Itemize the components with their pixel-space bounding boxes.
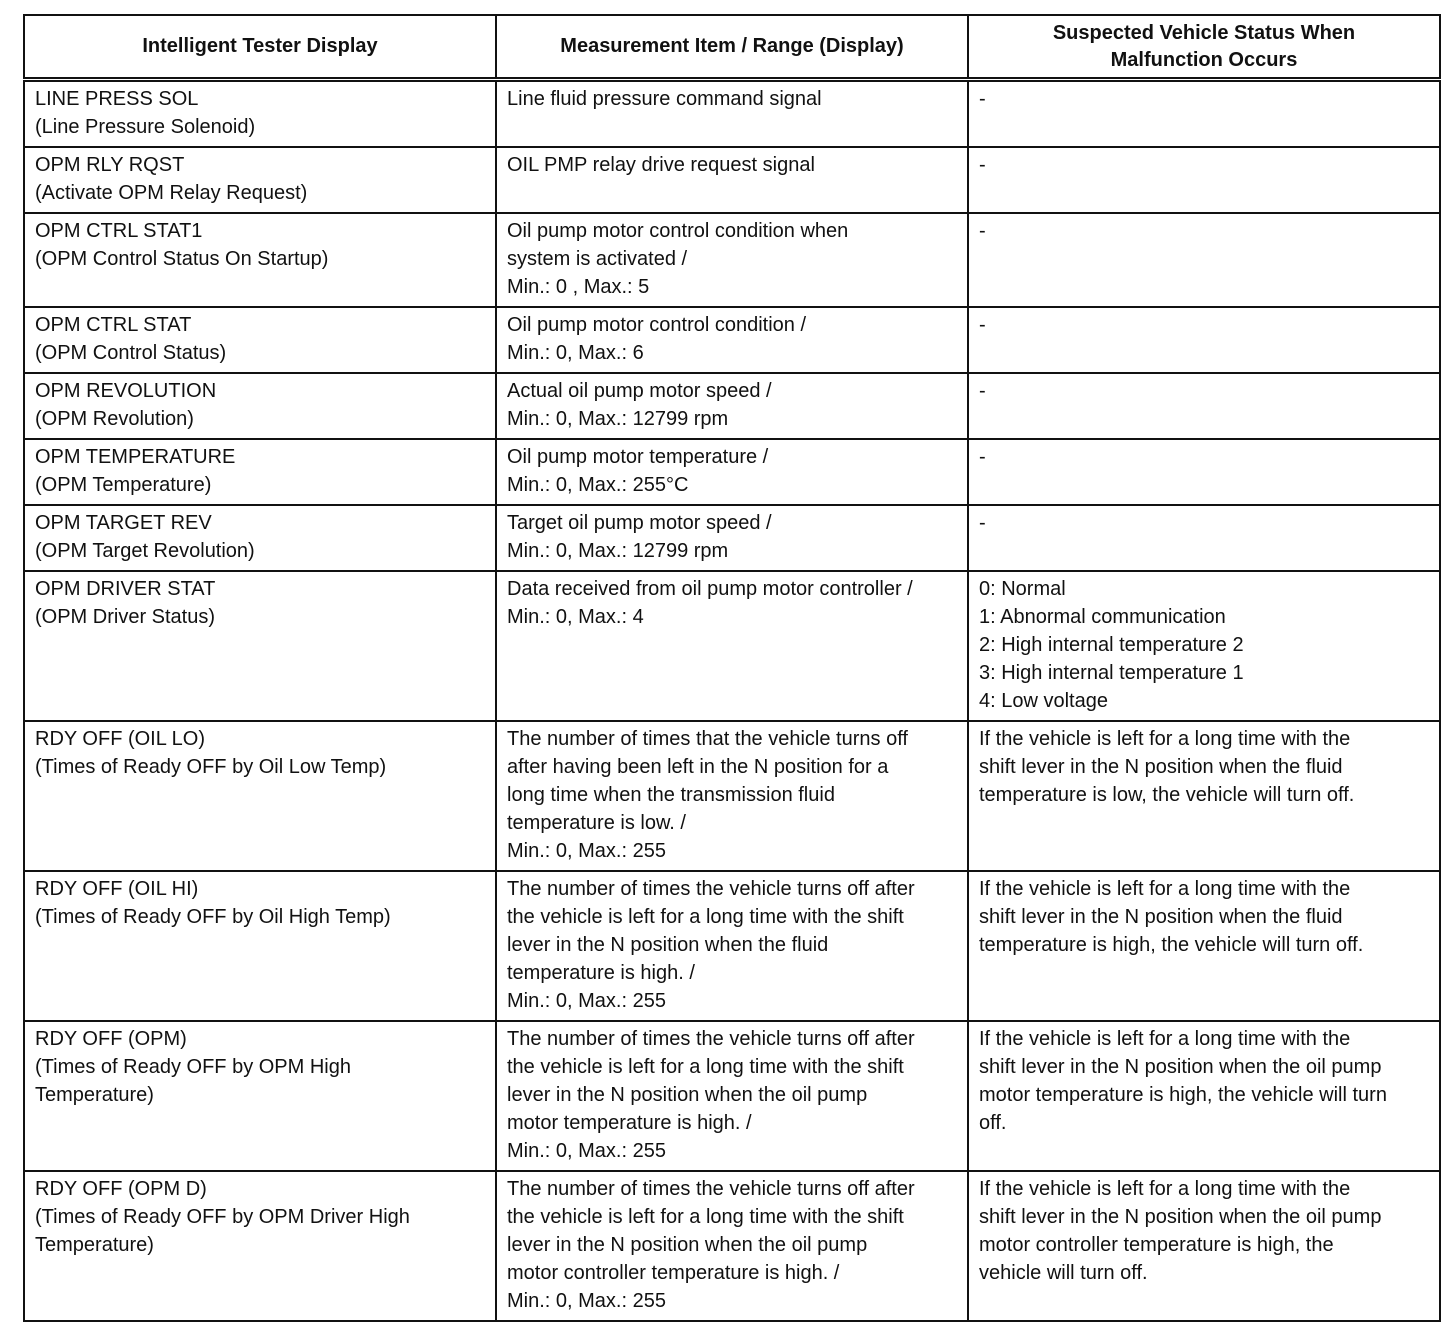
measurement-cell xyxy=(496,721,968,871)
table-row xyxy=(24,505,1440,571)
vehicle-status-cell xyxy=(968,505,1440,571)
vehicle-status-cell xyxy=(968,307,1440,373)
measurement-cell xyxy=(496,571,968,721)
cell-text-line: OPM RLY RQST xyxy=(35,154,185,176)
cell-text-line: The number of times the vehicle turns off after xyxy=(507,878,915,900)
vehicle-status-cell xyxy=(968,213,1440,307)
tester-display-cell xyxy=(24,307,496,373)
cell-text-line: - xyxy=(979,314,986,336)
table-row xyxy=(24,1171,1440,1321)
vehicle-status-cell xyxy=(968,80,1440,148)
cell-text-line: temperature is low. / xyxy=(507,812,686,834)
cell-text-line: If the vehicle is left for a long time with the xyxy=(979,878,1351,900)
measurement-cell xyxy=(496,373,968,439)
cell-text-line: - xyxy=(979,88,986,110)
cell-text-line: lever in the N position when the oil pump xyxy=(507,1084,868,1106)
header-text: Intelligent Tester Display xyxy=(142,35,378,57)
vehicle-status-cell xyxy=(968,871,1440,1021)
vehicle-status-cell xyxy=(968,1021,1440,1171)
vehicle-status-cell xyxy=(968,1171,1440,1321)
cell-text-line: lever in the N position when the oil pump xyxy=(507,1234,868,1256)
cell-text-line: shift lever in the N position when the fluid xyxy=(979,756,1343,778)
cell-text-line: Oil pump motor temperature / xyxy=(507,446,769,468)
cell-text-line: Min.: 0, Max.: 255 xyxy=(507,1290,666,1312)
cell-text-line: RDY OFF (OIL LO) xyxy=(35,728,206,750)
cell-text-line: (Times of Ready OFF by Oil Low Temp) xyxy=(35,756,387,778)
header-row xyxy=(24,15,1440,80)
cell-text-line: Actual oil pump motor speed / xyxy=(507,380,772,402)
cell-text-line: the vehicle is left for a long time with the shift xyxy=(507,1056,904,1078)
header-text: Suspected Vehicle Status When xyxy=(1052,21,1356,44)
measurement-cell xyxy=(496,439,968,505)
tester-display-cell xyxy=(24,147,496,213)
tester-display-cell xyxy=(24,571,496,721)
table-row xyxy=(24,571,1440,721)
cell-text-line: shift lever in the N position when the oil pump xyxy=(979,1206,1382,1228)
cell-text-line: OPM CTRL STAT1 xyxy=(35,220,203,242)
cell-text-line: If the vehicle is left for a long time with the xyxy=(979,1028,1351,1050)
table-row xyxy=(24,307,1440,373)
cell-text-line: If the vehicle is left for a long time with the xyxy=(979,728,1351,750)
cell-text-line: system is activated / xyxy=(507,248,688,270)
tester-display-cell xyxy=(24,1021,496,1171)
cell-text-line: (Times of Ready OFF by OPM Driver High xyxy=(35,1206,410,1228)
table-row xyxy=(24,871,1440,1021)
cell-text-line: (OPM Revolution) xyxy=(35,408,194,430)
cell-text-line: (Times of Ready OFF by Oil High Temp) xyxy=(35,906,391,928)
table-row xyxy=(24,1021,1440,1171)
tester-display-cell xyxy=(24,439,496,505)
cell-text-line: OPM CTRL STAT xyxy=(35,314,192,336)
cell-text-line: off. xyxy=(979,1112,1007,1134)
cell-text-line: Temperature) xyxy=(35,1234,154,1256)
cell-text-line: OPM TARGET REV xyxy=(35,512,212,534)
cell-text-line: - xyxy=(979,154,986,176)
table-header xyxy=(24,15,1440,80)
vehicle-status-cell xyxy=(968,147,1440,213)
cell-text-line: RDY OFF (OPM) xyxy=(35,1028,187,1050)
cell-text-line: Min.: 0, Max.: 255°C xyxy=(507,474,689,496)
cell-text-line: temperature is high. / xyxy=(507,962,695,984)
measurement-cell xyxy=(496,871,968,1021)
cell-text-line: LINE PRESS SOL xyxy=(35,88,199,110)
cell-text-line: (OPM Driver Status) xyxy=(35,606,216,628)
measurement-cell xyxy=(496,80,968,148)
cell-text-line: Min.: 0, Max.: 255 xyxy=(507,840,666,862)
cell-text-line: (Times of Ready OFF by OPM High xyxy=(35,1056,351,1078)
cell-text-line: 3: High internal temperature 1 xyxy=(979,662,1244,684)
cell-text-line: The number of times the vehicle turns off after xyxy=(507,1178,915,1200)
cell-text-line: - xyxy=(979,512,986,534)
cell-text-line: the vehicle is left for a long time with the shift xyxy=(507,1206,904,1228)
cell-text-line: RDY OFF (OPM D) xyxy=(35,1178,207,1200)
header-measurement-item xyxy=(496,15,968,80)
cell-text-line: The number of times that the vehicle turns off xyxy=(507,728,908,750)
cell-text-line: Min.: 0, Max.: 12799 rpm xyxy=(507,540,729,562)
cell-text-line: Min.: 0, Max.: 12799 rpm xyxy=(507,408,729,430)
measurement-cell xyxy=(496,505,968,571)
vehicle-status-cell xyxy=(968,721,1440,871)
cell-text-line: - xyxy=(979,446,986,468)
cell-text-line: shift lever in the N position when the fluid xyxy=(979,906,1343,928)
table-row xyxy=(24,80,1440,148)
cell-text-line: temperature is high, the vehicle will turn off. xyxy=(979,934,1364,956)
measurement-cell xyxy=(496,1021,968,1171)
tester-display-cell xyxy=(24,721,496,871)
cell-text-line: Min.: 0, Max.: 4 xyxy=(507,606,644,628)
cell-text-line: 4: Low voltage xyxy=(979,690,1108,712)
tester-display-cell xyxy=(24,505,496,571)
cell-text-line: 1: Abnormal communication xyxy=(979,606,1226,628)
measurement-cell xyxy=(496,1171,968,1321)
cell-text-line: Min.: 0 , Max.: 5 xyxy=(507,276,650,298)
cell-text-line: - xyxy=(979,220,986,242)
cell-text-line: motor temperature is high, the vehicle will turn xyxy=(979,1084,1387,1106)
cell-text-line: vehicle will turn off. xyxy=(979,1262,1148,1284)
cell-text-line: - xyxy=(979,380,986,402)
measurement-cell xyxy=(496,147,968,213)
cell-text-line: (OPM Control Status On Startup) xyxy=(35,248,329,270)
measurement-cell xyxy=(496,213,968,307)
table-row xyxy=(24,373,1440,439)
cell-text-line: 0: Normal xyxy=(979,578,1066,600)
cell-text-line: OPM TEMPERATURE xyxy=(35,446,236,468)
vehicle-status-cell xyxy=(968,571,1440,721)
cell-text-line: RDY OFF (OIL HI) xyxy=(35,878,199,900)
vehicle-status-cell xyxy=(968,439,1440,505)
table-body xyxy=(24,80,1440,1322)
table-row xyxy=(24,721,1440,871)
cell-text-line: OPM REVOLUTION xyxy=(35,380,217,402)
header-intelligent-tester-display xyxy=(24,15,496,80)
cell-text-line: Data received from oil pump motor controller / xyxy=(507,578,913,600)
tester-display-cell xyxy=(24,373,496,439)
tester-display-cell xyxy=(24,1171,496,1321)
table-row xyxy=(24,213,1440,307)
cell-text-line: Oil pump motor control condition when xyxy=(507,220,849,242)
cell-text-line: (Activate OPM Relay Request) xyxy=(35,182,308,204)
cell-text-line: OIL PMP relay drive request signal xyxy=(507,154,815,176)
cell-text-line: Min.: 0, Max.: 255 xyxy=(507,990,666,1012)
header-suspected-vehicle-status xyxy=(968,15,1440,80)
cell-text-line: long time when the transmission fluid xyxy=(507,784,835,806)
cell-text-line: temperature is low, the vehicle will turn off. xyxy=(979,784,1355,806)
cell-text-line: lever in the N position when the fluid xyxy=(507,934,829,956)
header-text: Malfunction Occurs xyxy=(1110,48,1298,71)
cell-text-line: Line fluid pressure command signal xyxy=(507,88,822,110)
cell-text-line: Oil pump motor control condition / xyxy=(507,314,807,336)
cell-text-line: If the vehicle is left for a long time with the xyxy=(979,1178,1351,1200)
cell-text-line: 2: High internal temperature 2 xyxy=(979,634,1244,656)
cell-text-line: Target oil pump motor speed / xyxy=(507,512,772,534)
cell-text-line: after having been left in the N position for a xyxy=(507,756,889,778)
cell-text-line: motor temperature is high. / xyxy=(507,1112,752,1134)
cell-text-line: OPM DRIVER STAT xyxy=(35,578,216,600)
vehicle-status-cell xyxy=(968,373,1440,439)
cell-text-line: Min.: 0, Max.: 255 xyxy=(507,1140,666,1162)
cell-text-line: (OPM Target Revolution) xyxy=(35,540,255,562)
cell-text-line: Temperature) xyxy=(35,1084,154,1106)
cell-text-line: Min.: 0, Max.: 6 xyxy=(507,342,644,364)
tester-display-cell xyxy=(24,871,496,1021)
cell-text-line: (OPM Temperature) xyxy=(35,474,212,496)
cell-text-line: shift lever in the N position when the oil pump xyxy=(979,1056,1382,1078)
cell-text-line: The number of times the vehicle turns off after xyxy=(507,1028,915,1050)
cell-text-line: (Line Pressure Solenoid) xyxy=(35,116,256,138)
cell-text-line: the vehicle is left for a long time with the shift xyxy=(507,906,904,928)
header-text: Measurement Item / Range (Display) xyxy=(560,35,904,57)
table-row xyxy=(24,147,1440,213)
table-row xyxy=(24,439,1440,505)
measurement-cell xyxy=(496,307,968,373)
tester-display-cell xyxy=(24,80,496,148)
cell-text-line: motor controller temperature is high. / xyxy=(507,1262,840,1284)
cell-text-line: (OPM Control Status) xyxy=(35,342,227,364)
data-list-table xyxy=(23,14,1441,1322)
cell-text-line: motor controller temperature is high, the xyxy=(979,1234,1334,1256)
tester-display-cell xyxy=(24,213,496,307)
